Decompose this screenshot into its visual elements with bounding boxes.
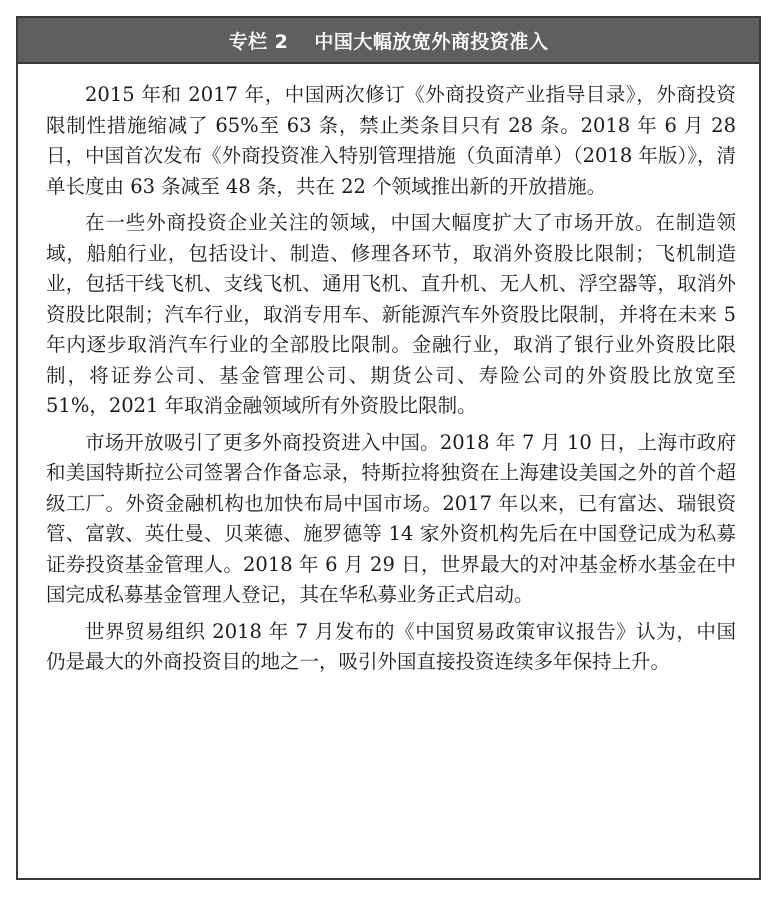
paragraph-3: 市场开放吸引了更多外商投资进入中国。2018 年 7 月 10 日，上海市政府和美国特斯拉公司签署合作备忘录，特斯拉将独资在上海建设美国之外的首个超级工厂。外资金融机构也加快布局中国市场。2017 年以来，已有富达、瑞银资管、富敦、英仕曼、贝莱德、施罗德等 14 家外资机构先后在中国登记成为私募证券投资基金管理人。2018 年 6 月 29 日，世界最大的对冲基金桥水基金在中国完成私募基金管理人登记，其在华私募业务正式启动。 bbox=[46, 430, 736, 606]
paragraph-2: 在一些外商投资企业关注的领域，中国大幅度扩大了市场开放。在制造领域，船舶行业，包括设计、制造、修理各环节，取消外资股比限制；飞机制造业，包括干线飞机、支线飞机、通用飞机、直升机、无人机、浮空器等，取消外资股比限制；汽车行业，取消专用车、新能源汽车外资股比限制，并将在未来 5 年内逐步取消汽车行业的全部股比限制。金融行业，取消了银行业外资股比限制，将证券公司、基金管理公司、期货公司、寿险公司的外资股比放宽至 51%，2021 年取消金融领域所有外资股比限制。 bbox=[46, 211, 736, 417]
box-content bbox=[18, 64, 759, 678]
box-header bbox=[18, 18, 759, 64]
sidebar-box bbox=[16, 16, 761, 880]
box-label: 专栏 2 bbox=[228, 30, 289, 53]
paragraph-1: 2015 年和 2017 年，中国两次修订《外商投资产业指导目录》，外商投资限制性措施缩减了 65%至 63 条，禁止类条目只有 28 条。2018 年 6 月 28 日，中国首次发布《外商投资准入特别管理措施（负面清单）（2018 年版）》，清单长度由 63 条减至 48 条，共在 22 个领域推出新的开放措施。 bbox=[46, 83, 736, 198]
box-title: 中国大幅放宽外商投资准入 bbox=[314, 30, 549, 53]
paragraph-4: 世界贸易组织 2018 年 7 月发布的《中国贸易政策审议报告》认为，中国仍是最大的外商投资目的地之一，吸引外国直接投资连续多年保持上升。 bbox=[46, 619, 736, 673]
